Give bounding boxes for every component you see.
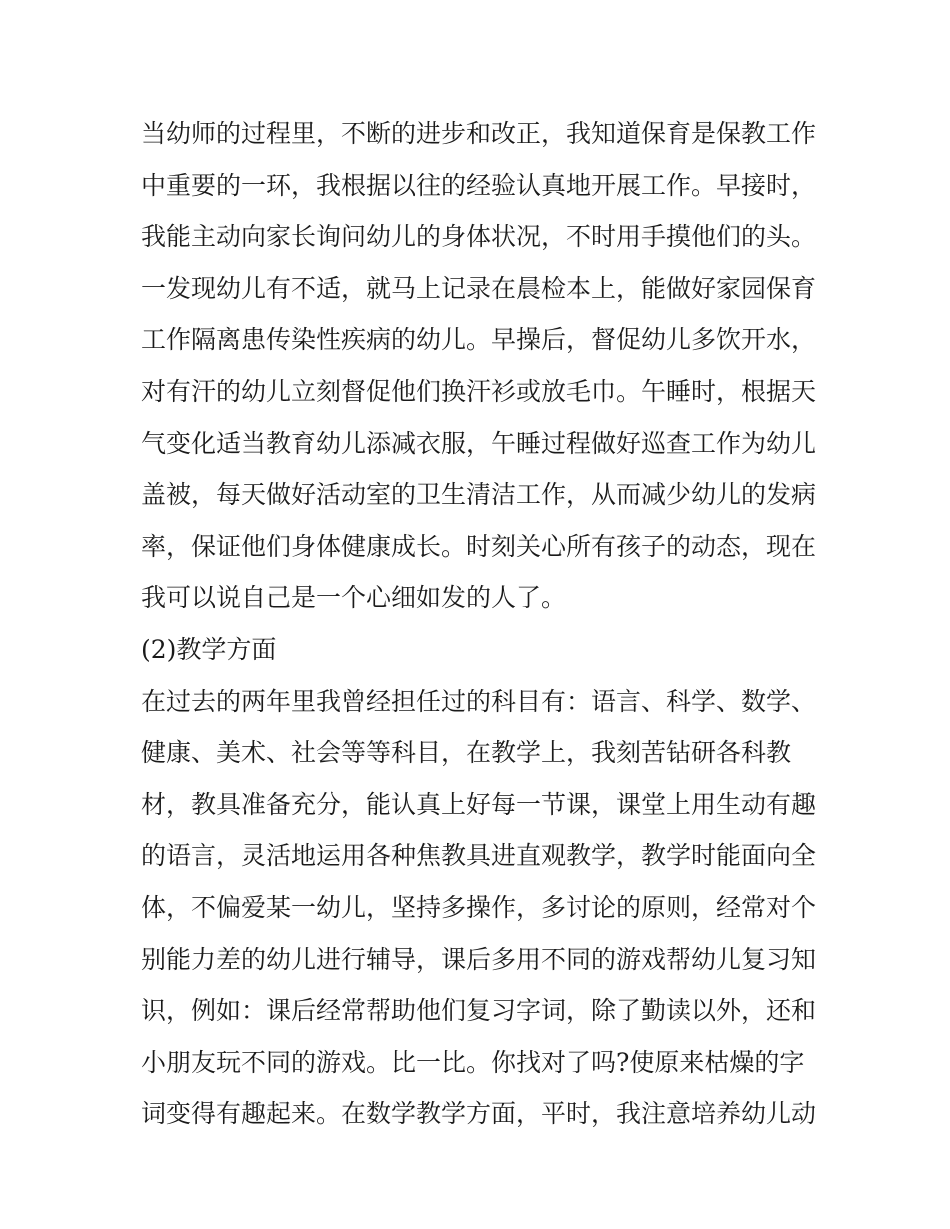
text-line: 中重要的一环，我根据以往的经验认真地开展工作。早接时， (141, 170, 817, 200)
text-line: 当幼师的过程里，不断的进步和改正，我知道保育是保教工作 (141, 119, 817, 148)
text-line: 的语言，灵活地运用各种焦教具进直观教学，教学时能面向全 (141, 841, 817, 871)
text-line: 一发现幼儿有不适，就马上记录在晨检本上，能做好家园保育 (141, 273, 817, 303)
section-heading: (2)教学方面 (141, 634, 277, 664)
text-line: 体，不偏爱某一幼儿，坚持多操作，多讨论的原则，经常对个 (141, 892, 817, 922)
text-line: 盖被，每天做好活动室的卫生清洁工作，从而减少幼儿的发病 (141, 480, 817, 510)
text-line: 我能主动向家长询问幼儿的身体状况，不时用手摸他们的头。 (141, 222, 817, 252)
text-line: 在过去的两年里我曾经担任过的科目有：语言、科学、数学、 (141, 686, 817, 716)
text-line: 对有汗的幼儿立刻督促他们换汗衫或放毛巾。午睡时，根据天 (141, 376, 817, 406)
text-line: 我可以说自己是一个心细如发的人了。 (141, 583, 567, 613)
text-line: 别能力差的幼儿进行辅导，课后多用不同的游戏帮幼儿复习知 (141, 944, 817, 974)
text-line: 小朋友玩不同的游戏。比一比。你找对了吗?使原来枯燥的字 (141, 1047, 805, 1077)
body-text (141, 108, 821, 1140)
text-line: 工作隔离患传染性疾病的幼儿。早操后，督促幼儿多饮开水， (141, 325, 817, 355)
text-line: 词变得有趣起来。在数学教学方面，平时，我注意培养幼儿动 (141, 1099, 817, 1129)
text-line: 识，例如：课后经常帮助他们复习字词，除了勤读以外，还和 (141, 996, 817, 1026)
text-line: 气变化适当教育幼儿添减衣服，午睡过程做好巡查工作为幼儿 (141, 428, 817, 458)
text-line: 健康、美术、社会等等科目，在教学上，我刻苦钻研各科教 (141, 738, 792, 768)
text-line: 率，保证他们身体健康成长。时刻关心所有孩子的动态，现在 (141, 531, 817, 561)
text-line: 材，教具准备充分，能认真上好每一节课，课堂上用生动有趣 (141, 789, 817, 819)
